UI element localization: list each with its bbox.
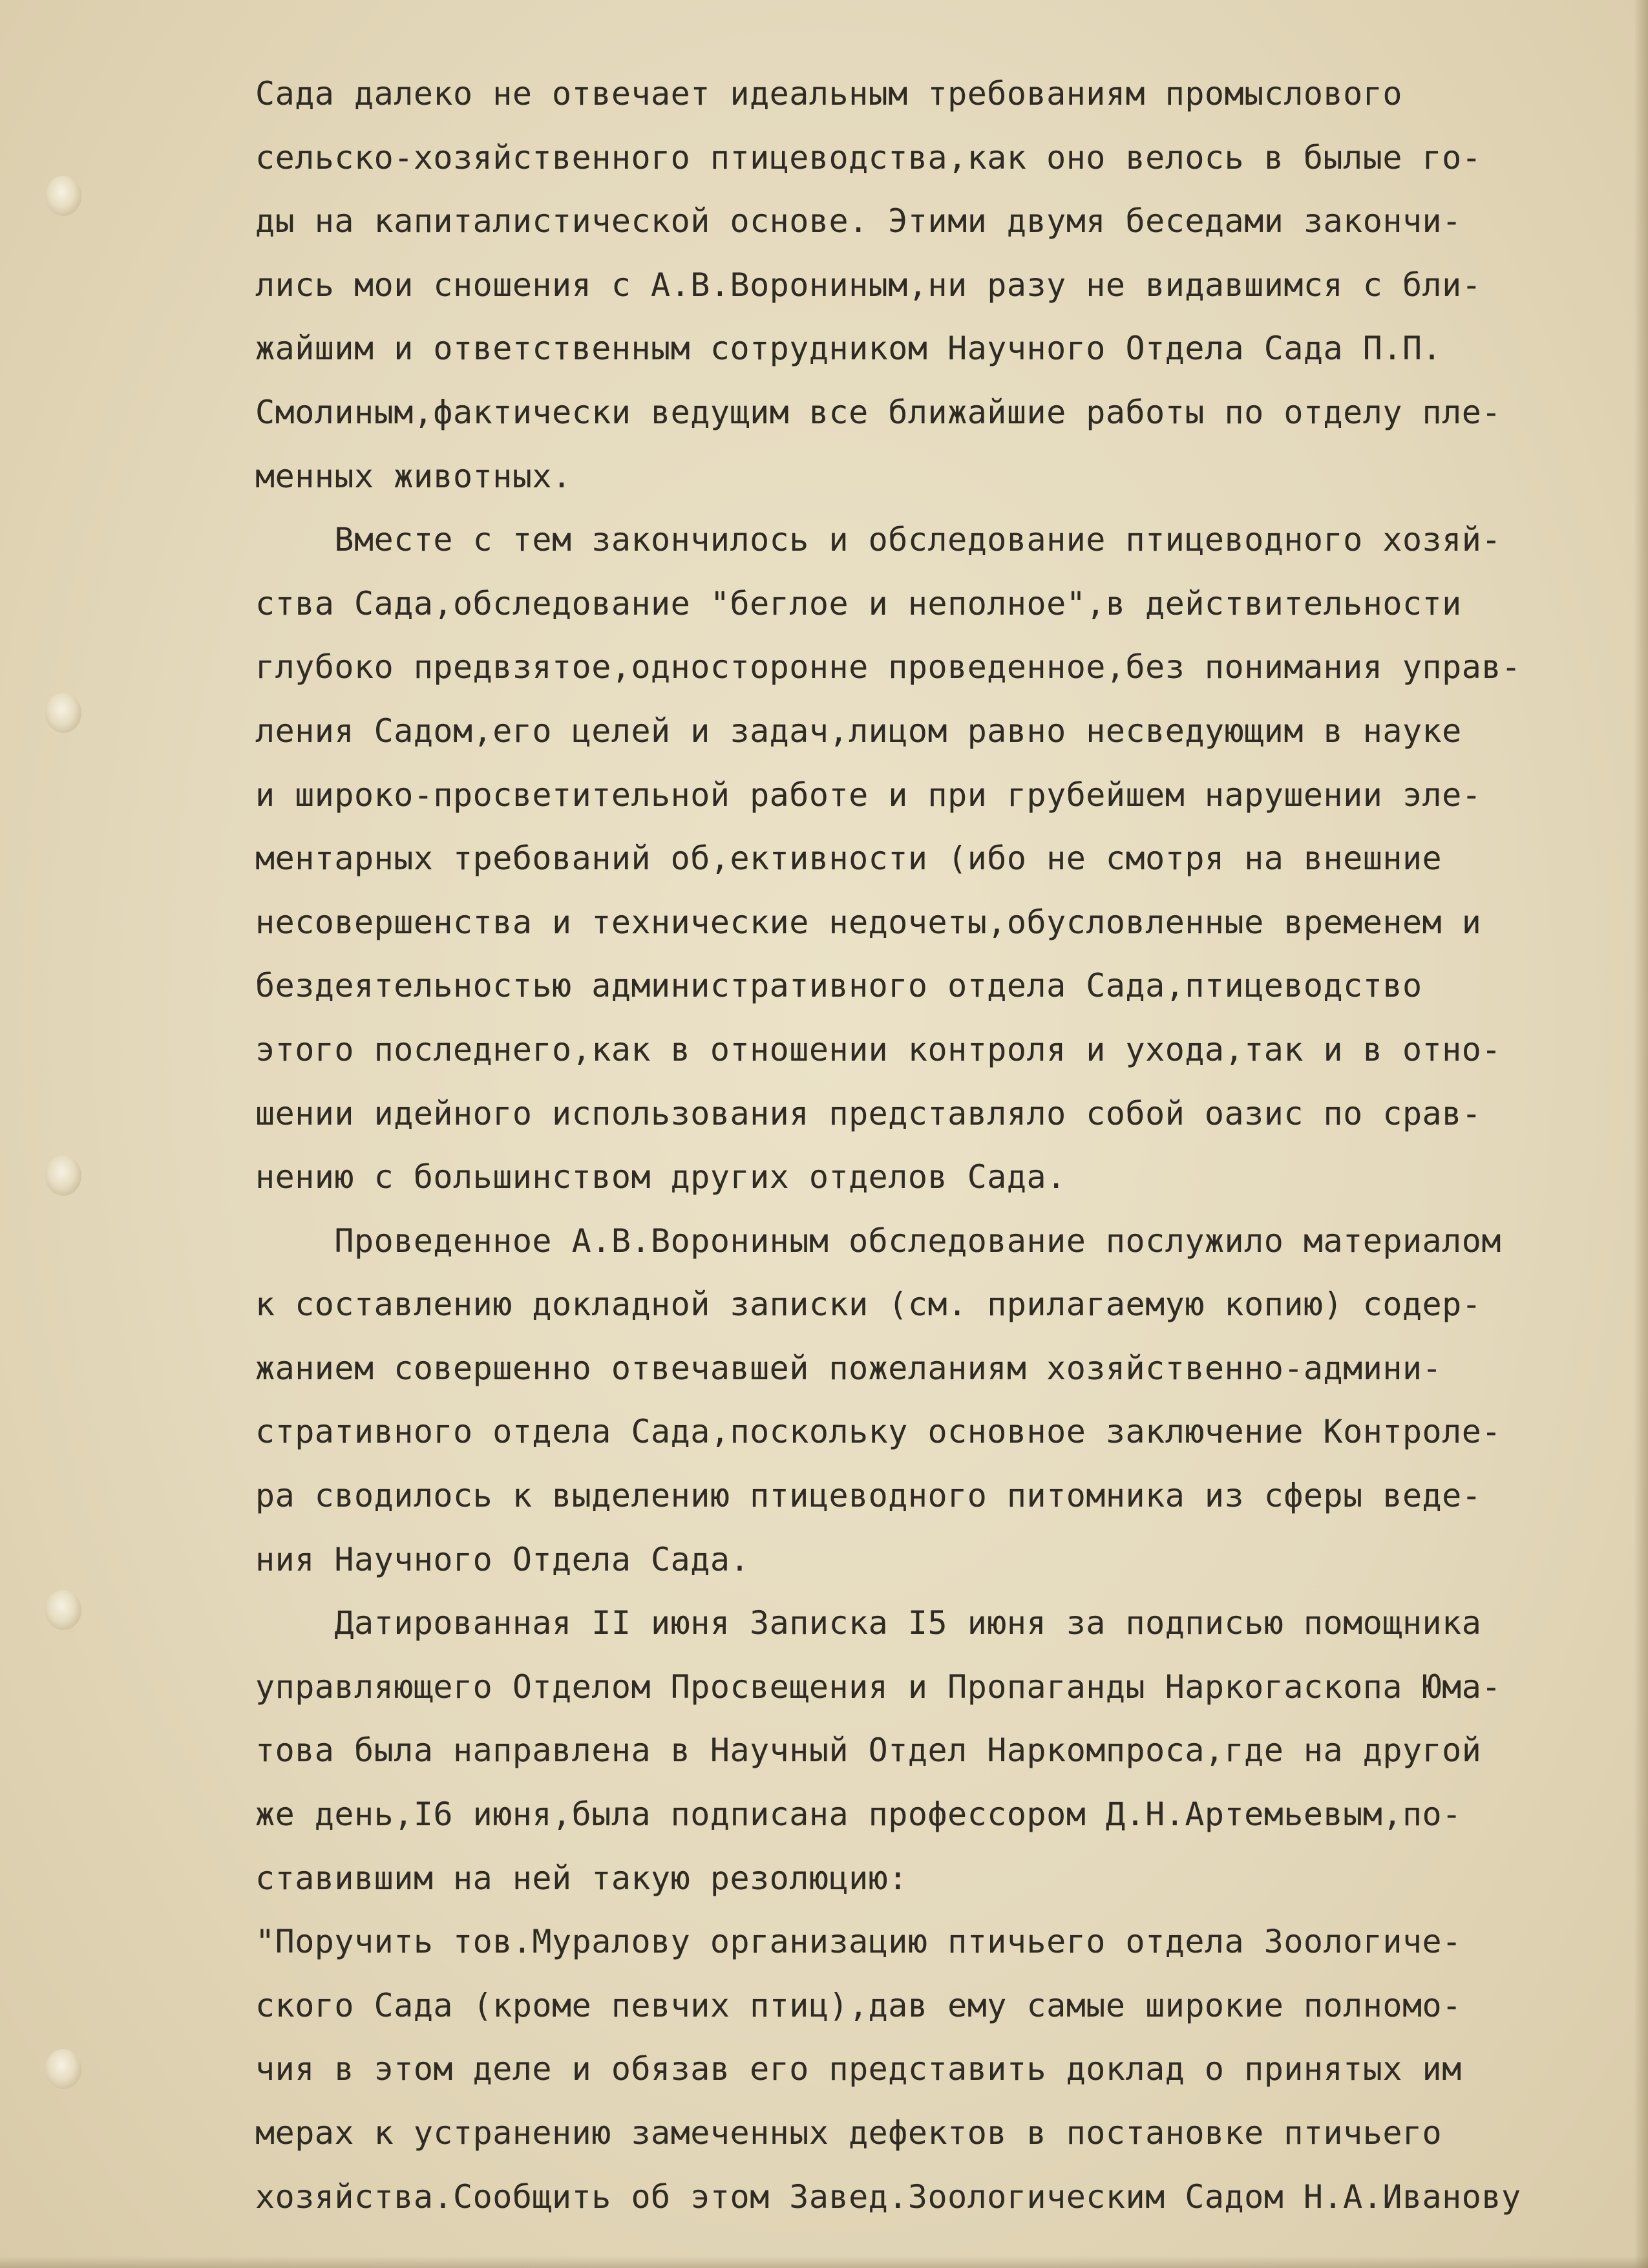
text-line: несовершенства и технические недочеты,обусловленные временем и <box>255 903 1482 941</box>
text-line: глубоко предвзятое,односторонне проведенное,без понимания управ- <box>255 648 1521 686</box>
text-line: нению с большинством других отделов Сада. <box>255 1158 1066 1196</box>
text-line: лись мои сношения с А.В.Ворониным,ни разу не видавшимся с бли- <box>255 266 1482 304</box>
paper-bottom-shadow <box>0 2256 1648 2268</box>
text-line: жанием совершенно отвечавшей пожеланиям хозяйственно-админи- <box>255 1349 1442 1387</box>
text-line: ра сводилось к выделению птицеводного питомника из сферы веде- <box>255 1477 1482 1515</box>
punch-hole-icon <box>45 1590 81 1630</box>
text-line: жайшим и ответственным сотрудником Научного Отдела Сада П.П. <box>255 330 1442 368</box>
text-line: ского Сада (кроме певчих птиц),дав ему самые широкие полномо- <box>255 1986 1462 2024</box>
text-line: бездеятельностью административного отдела Сада,птицеводство <box>255 967 1422 1005</box>
text-line: Датированная II июня Записка I5 июня за подписью помощника <box>255 1604 1482 1642</box>
text-line: менных животных. <box>255 457 572 495</box>
text-line: сельско-хозяйственного птицеводства,как оно велось в былые го- <box>255 138 1482 176</box>
text-line: Смолиным,фактически ведущим все ближайшие работы по отделу пле- <box>255 393 1501 431</box>
text-line: Проведенное А.В.Ворониным обследование послужило материалом <box>255 1222 1501 1260</box>
text-line: ды на капиталистической основе. Этими двумя беседами закончи- <box>255 202 1462 240</box>
text-line: ния Научного Отдела Сада. <box>255 1540 750 1578</box>
punch-hole-icon <box>45 2049 81 2089</box>
text-line: к составлению докладной записки (см. прилагаемую копию) содер- <box>255 1286 1482 1324</box>
text-line: и широко-просветительной работе и при грубейшем нарушении эле- <box>255 776 1482 814</box>
paper-edge-shadow <box>1634 0 1648 2268</box>
text-line: этого последнего,как в отношении контроля и ухода,так и в отно- <box>255 1030 1501 1068</box>
punch-hole-icon <box>45 1156 81 1196</box>
text-line: чия в этом деле и обязав его представить доклад о принятых им <box>255 2050 1462 2088</box>
text-line: шении идейного использования представляло собой оазис по срав- <box>255 1094 1482 1132</box>
text-line: же день,I6 июня,была подписана профессором Д.Н.Артемьевым,по- <box>255 1796 1462 1834</box>
text-line: стративного отдела Сада,поскольку основное заключение Контроле- <box>255 1413 1501 1451</box>
punch-hole-icon <box>45 176 81 216</box>
text-line: ства Сада,обследование "беглое и неполное",в действительности <box>255 584 1462 622</box>
text-line: това была направлена в Научный Отдел Наркомпроса,где на другой <box>255 1732 1482 1770</box>
text-line: управляющего Отделом Просвещения и Пропаганды Наркогаскопа Юма- <box>255 1668 1501 1706</box>
text-line: мерах к устранению замеченных дефектов в постановке птичьего <box>255 2114 1442 2152</box>
text-line: ления Садом,его целей и задач,лицом равно несведующим в науке <box>255 712 1462 750</box>
text-line: Сада далеко не отвечает идеальным требованиям промыслового <box>255 75 1402 112</box>
text-line: Вместе с тем закончилось и обследование птицеводного хозяй- <box>255 521 1501 559</box>
typewritten-text <box>255 62 1606 2229</box>
text-line: ментарных требований об,ективности (ибо не смотря на внешние <box>255 840 1442 878</box>
text-line: хозяйства.Сообщить об этом Завед.Зоологическим Садом Н.А.Иванову <box>255 2178 1521 2216</box>
text-line: ставившим на ней такую резолюцию: <box>255 1859 908 1897</box>
text-line: "Поручить тов.Муралову организацию птичьего отдела Зоологиче- <box>255 1923 1462 1961</box>
punch-hole-icon <box>45 693 81 733</box>
